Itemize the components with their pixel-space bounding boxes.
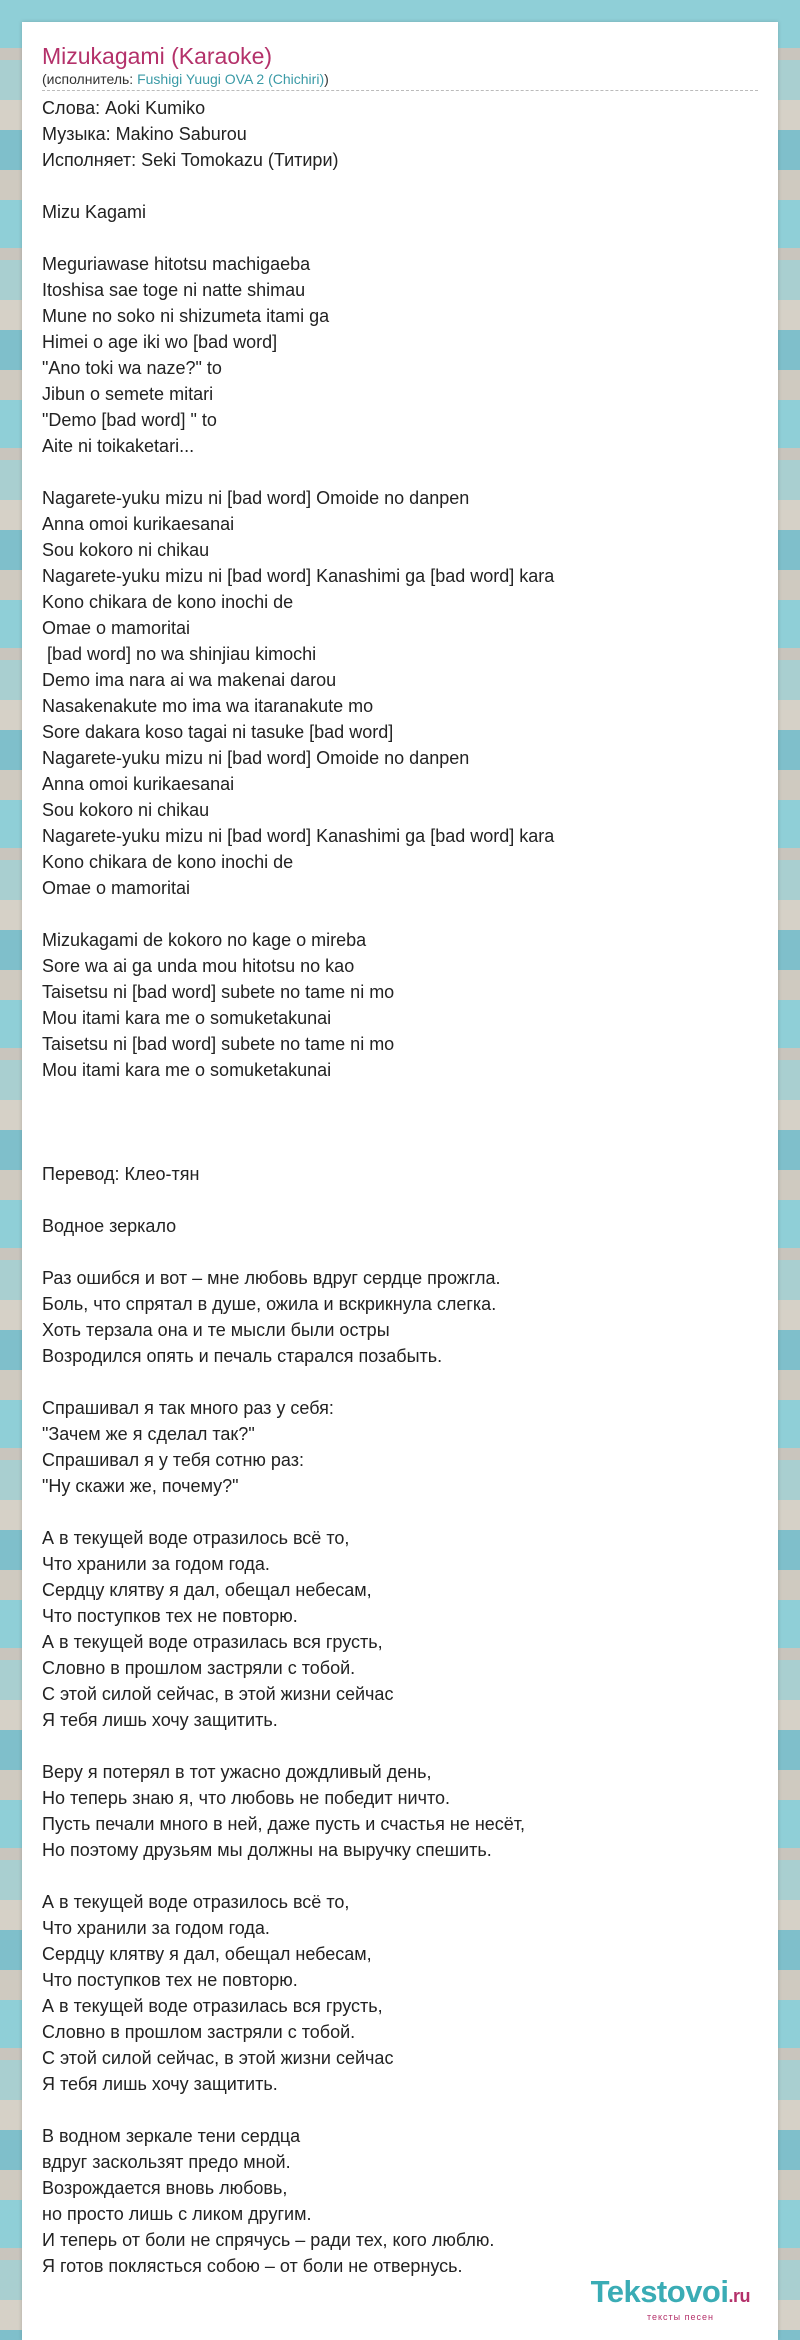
logo-tld: .ru xyxy=(728,2286,750,2306)
song-title: Mizukagami (Karaoke) xyxy=(42,43,273,69)
artist-suffix: ) xyxy=(324,71,329,87)
artist-link[interactable]: Fushigi Yuugi OVA 2 (Chichiri) xyxy=(137,71,325,87)
artist-prefix: (исполнитель: xyxy=(42,71,138,87)
logo-tagline: тексты песен xyxy=(646,2312,714,2322)
artist-line xyxy=(42,70,758,91)
logo-wordmark xyxy=(591,2276,750,2312)
lyrics-text: Слова: Aoki Kumiko Музыка: Makino Saburou Исполняет: Seki Tomokazu (Титири) Mizu Kagami Meguriawase hitotsu machigaeba Itoshisa sae toge ni natte shimau Mune no soko ni shizumeta itami ga Himei o age iki wo [bad word] "Ano toki wa naze?" to Jibun o semete mitari "Demo [bad word] " to Aite ni toikaketari... Nagarete-yuku mizu ni [bad word] Omoide no danpen Anna omoi kurikaesanai Sou kokoro ni chikau Nagarete-yuku mizu ni [bad word] Kanashimi ga [bad word] kara Kono chikara de kono inochi de Omae o mamoritai [bad word] no wa shinjiau kimochi Demo ima nara ai wa makenai darou Nasakenakute mo ima wa itaranakute mo Sore dakara koso tagai ni tasuke [bad word] Nagarete-yuku mizu ni [bad word] Omoide no danpen Anna omoi kurikaesanai Sou kokoro ni chikau Nagarete-yuku mizu ni [bad word] Kanashimi ga [bad word] kara Kono chikara de kono inochi de Omae o mamoritai Mizukagami de kokoro no kage o mireba Sore wa ai ga unda mou hitotsu no kao Taisetsu ni [bad word] subete no tame ni mo Mou itami kara me o somuketakunai Taisetsu ni [bad word] subete no tame ni mo Mou itami kara me o somuketakunai Перевод: Клео-тян Водное зеркало Раз ошибся и вот – мне любовь вдруг сердце прожгла. Боль, что спрятал в душе, ожила и вскрикнула слегка. Хоть терзала она и те мысли были остры Возродился опять и печаль старался позабыть. Спрашивал я так много раз у себя: "Зачем же я сделал так?" Спрашивал я у тебя сотню раз: "Ну скажи же, почему?" А в текущей воде отразилось всё то, Что хранили за годом года. Сердцу клятву я дал, обещал небесам, Что поступков тех не повторю. А в текущей воде отразилась вся грусть, Словно в прошлом застряли с тобой. С этой силой сейчас, в этой жизни сейчас Я тебя лишь хочу защитить. Веру я потерял в тот ужасно дождливый день, Но теперь знаю я, что любовь не победит ничто. Пусть печали много в ней, даже пусть и счастья не несёт, Но поэтому друзьям мы должны на выручку спешить. А в текущей воде отразилось всё то, Что хранили за годом года. Сердцу клятву я дал, обещал небесам, Что поступков тех не повторю. А в текущей воде отразилась вся грусть, Словно в прошлом застряли с тобой. С этой силой сейчас, в этой жизни сейчас Я тебя лишь хочу защитить. В водном зеркале тени сердца вдруг заскользят предо мной. Возрождается вновь любовь, но просто лишь с ликом другим. И теперь от боли не спрячусь – ради тех, кого люблю. Я готов поклясться собою – от боли не отвернусь. xyxy=(42,98,555,2276)
site-logo[interactable] xyxy=(591,2276,750,2322)
logo-name: Tekstovoi xyxy=(590,2274,729,2309)
lyrics-card xyxy=(22,22,778,2340)
